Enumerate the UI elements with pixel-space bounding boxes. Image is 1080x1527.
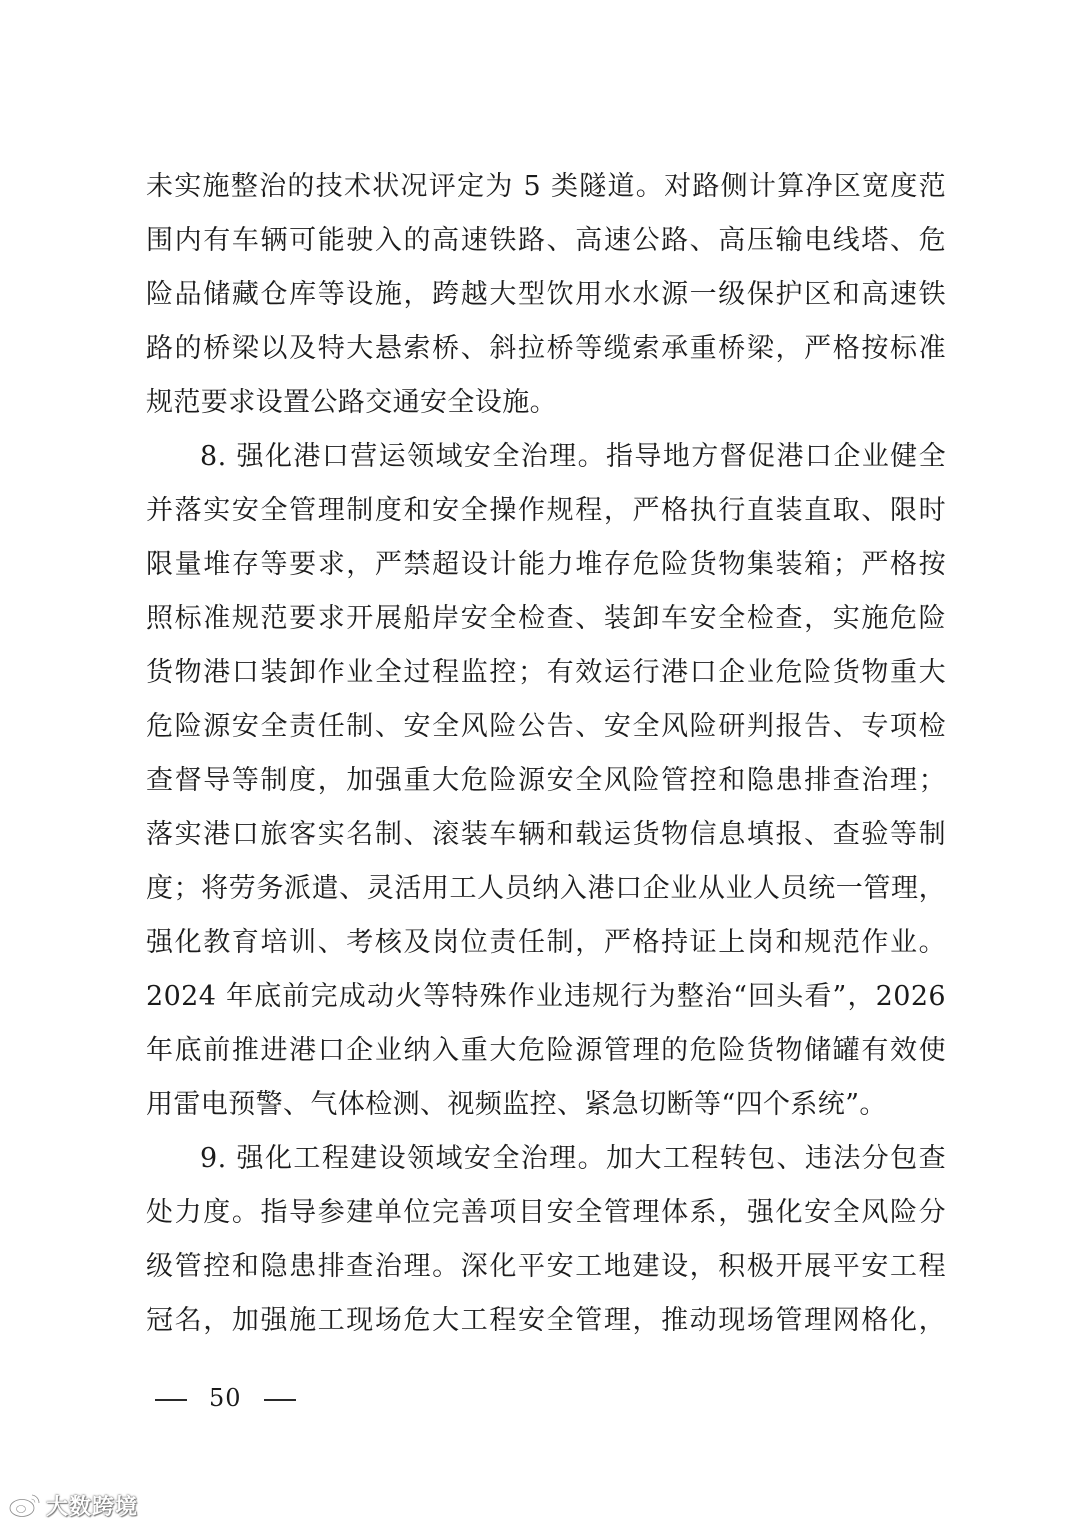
- text-line: 处力度。指导参建单位完善项目安全管理体系，强化安全风险分: [146, 1197, 946, 1228]
- page-number-dash-right: [264, 1399, 296, 1401]
- text-line: 级管控和隐患排查治理。深化平安工地建设，积极开展平安工程: [146, 1251, 946, 1282]
- text-line: 险品储藏仓库等设施，跨越大型饮用水水源一级保护区和高速铁: [146, 279, 946, 310]
- text-line: 照标准规范要求开展船岸安全检查、装卸车安全检查，实施危险: [146, 603, 946, 634]
- text-line: 限量堆存等要求，严禁超设计能力堆存危险货物集装箱；严格按: [146, 549, 946, 580]
- text-line: 落实港口旅客实名制、滚装车辆和载运货物信息填报、查验等制: [146, 819, 946, 850]
- watermark-text: 大数跨境: [46, 1494, 139, 1520]
- text-line: 围内有车辆可能驶入的高速铁路、高速公路、高压输电线塔、危: [146, 225, 946, 256]
- page-number-dash-left: [155, 1399, 187, 1401]
- text-line: 货物港口装卸作业全过程监控；有效运行港口企业危险货物重大: [146, 657, 946, 688]
- text-line: 规范要求设置公路交通安全设施。: [146, 387, 557, 418]
- text-line: 强化教育培训、考核及岗位责任制，严格持证上岗和规范作业。: [146, 927, 946, 958]
- text-line: 查督导等制度，加强重大危险源安全风险管控和隐患排查治理；: [146, 765, 946, 796]
- text-line: 未实施整治的技术状况评定为 5 类隧道。对路侧计算净区宽度范: [146, 171, 946, 202]
- weibo-logo-icon: [8, 1491, 42, 1519]
- section-9-heading-line: 9. 强化工程建设领域安全治理。加大工程转包、违法分包查: [200, 1143, 946, 1174]
- page-number-value: 50: [209, 1384, 242, 1412]
- text-line: 度；将劳务派遣、灵活用工人员纳入港口企业从业人员统一管理，: [146, 873, 946, 904]
- text-line: 年底前推进港口企业纳入重大危险源管理的危险货物储罐有效使: [146, 1035, 946, 1066]
- text-line: 用雷电预警、气体检测、视频监控、紧急切断等“四个系统”。: [146, 1089, 887, 1120]
- body-text: [146, 160, 946, 1348]
- text-line: 冠名，加强施工现场危大工程安全管理，推动现场管理网格化，: [146, 1305, 946, 1336]
- text-line: 并落实安全管理制度和安全操作规程，严格执行直装直取、限时: [146, 495, 946, 526]
- page-number: [155, 1383, 296, 1413]
- section-8-heading-line: 8. 强化港口营运领域安全治理。指导地方督促港口企业健全: [200, 441, 946, 472]
- text-line: 危险源安全责任制、安全风险公告、安全风险研判报告、专项检: [146, 711, 946, 742]
- text-line: 2024 年底前完成动火等特殊作业违规行为整治“回头看”，2026: [146, 981, 946, 1012]
- watermark: [8, 1489, 138, 1521]
- text-line: 路的桥梁以及特大悬索桥、斜拉桥等缆索承重桥梁，严格按标准: [146, 333, 946, 364]
